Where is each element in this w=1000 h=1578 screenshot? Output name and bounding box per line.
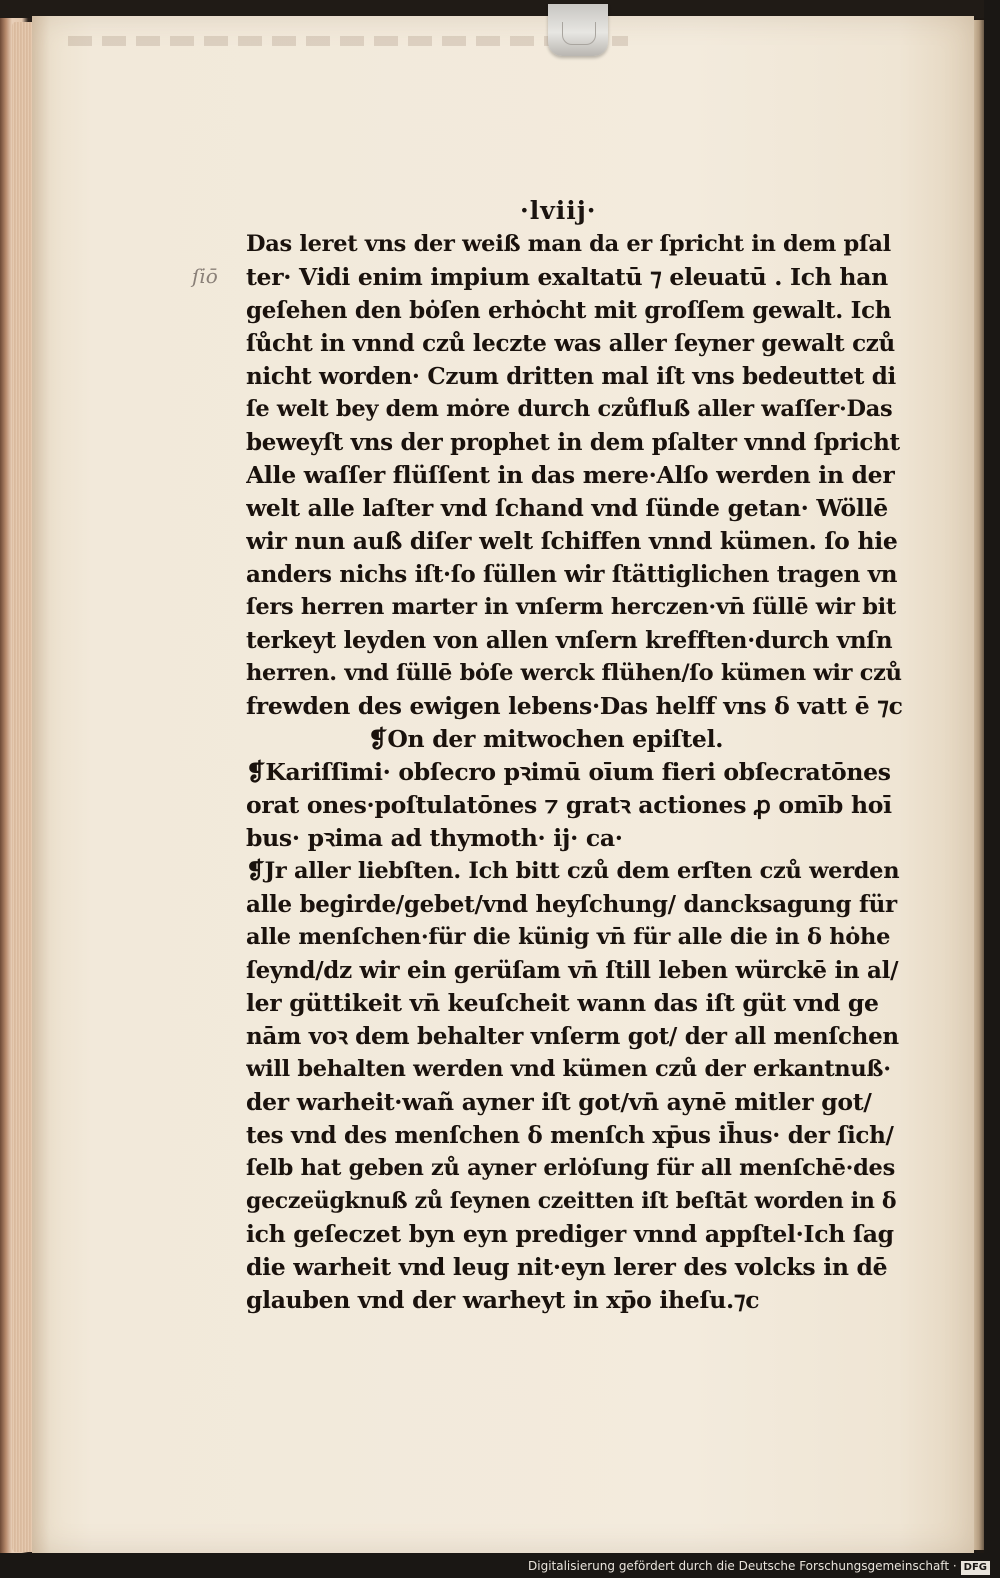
text-line: der warheit·wañ ayner iſt got/vn̄ aynē mitler got/ bbox=[246, 1088, 872, 1116]
text-line: ❡Kariſſimi· obſecro pꝛimū oīum fieri obſecratōnes bbox=[246, 758, 891, 786]
digitization-credit bbox=[528, 1557, 990, 1575]
text-line: frewden des ewigen lebens·Das helff vns ẟ vatt ē ⁊c bbox=[246, 692, 903, 720]
dfg-logo: DFG bbox=[961, 1561, 990, 1575]
text-line: ſelb hat geben zů ayner erlȯſung für all menſchē·des bbox=[246, 1155, 895, 1181]
text-line: Alle waſſer flüſſent in das mere·Alſo werden in der bbox=[246, 461, 895, 489]
margin-note: ſiō bbox=[192, 264, 218, 288]
text-line: tes vnd des menſchen ẟ menſch xp̄us ih̄us· der ſich/ bbox=[246, 1122, 894, 1149]
text-line: ſeynd/dz wir ein gerüſam vn̄ ſtill leben würckē in al/ bbox=[246, 957, 899, 984]
text-line: geczeügknuß zů ſeynen czeitten iſt beſtāt worden in ẟ bbox=[246, 1188, 897, 1214]
credit-text: Digitalisierung gefördert durch die Deutsche Forschungsgemeinschaft · bbox=[528, 1559, 957, 1573]
text-line: herren. vnd ſüllē bȯſe werck flühen/ſo kümen wir czů bbox=[246, 660, 902, 686]
text-line: alle menſchen·für die künig vn̄ für alle die in ẟ hȯhe bbox=[246, 924, 891, 950]
text-line: geſehen den bȯſen erhȯcht mit groſſem gewalt. Ich bbox=[246, 297, 892, 324]
text-line: terkeyt leyden von allen vnſern krefften·durch vnſn bbox=[246, 627, 893, 654]
text-line: beweyſt vns der prophet in dem pſalter vnnd ſpricht bbox=[246, 429, 900, 456]
text-line: ſůcht in vnnd czů leczte was aller ſeyner gewalt czů bbox=[246, 330, 895, 357]
text-line: ler güttikeit vn̄ keuſcheit wann das iſt güt vnd ge bbox=[246, 989, 879, 1017]
text-line: ſe welt bey dem mȯre durch czůfluß aller waſſer·Das bbox=[246, 396, 893, 422]
text-line: anders nichs iſt·ſo ſüllen wir ſtättiglichen tragen vn bbox=[246, 561, 898, 588]
section-heading: ❡On der mitwochen epiſtel. bbox=[368, 725, 724, 753]
page-right-edge bbox=[974, 20, 984, 1550]
text-line: wir nun auß diſer welt ſchiffen vnnd kümen. ſo hie bbox=[246, 527, 898, 555]
text-line: ❡Jr aller liebſten. Ich bitt czů dem erſten czů werden bbox=[246, 858, 900, 884]
text-line: Das leret vns der weiß man da er ſpricht in dem pſal bbox=[246, 231, 891, 257]
text-line: bus· pꝛima ad thymoth· ij· ca· bbox=[246, 824, 623, 852]
text-line: nicht worden· Czum dritten mal iſt vns bedeuttet di bbox=[246, 363, 896, 390]
text-line: glauben vnd der warheyt in xp̄o iheſu.⁊c bbox=[246, 1286, 760, 1314]
text-line: ſers herren marter in vnſerm herczen·vn̄ ſüllē wir bit bbox=[246, 594, 896, 620]
text-block bbox=[246, 228, 904, 1317]
text-line: nām voꝛ dem behalter vnſerm got/ der all menſchen bbox=[246, 1023, 899, 1050]
text-line: orat ones·poſtulatōnes ⁊ gratꝛ actiones ꝓ omīb hoī bbox=[246, 791, 892, 819]
page-edge-stack bbox=[12, 22, 32, 1552]
text-line: will behalten werden vnd kümen czů der erkantnuß· bbox=[246, 1056, 891, 1082]
text-line: ich geſeczet byn eyn prediger vnnd appſtel·Ich ſag bbox=[246, 1220, 894, 1248]
text-line: alle begirde/gebet/vnd heyſchung/ dancksagung für bbox=[246, 891, 897, 918]
scan-right-border bbox=[984, 0, 1000, 1578]
text-line: welt alle laſter vnd ſchand vnd ſünde getan· Wöllē bbox=[246, 494, 888, 522]
text-line: ter· Vidi enim impium exaltatū ⁊ eleuatū . Ich han bbox=[246, 263, 888, 291]
text-line: die warheit vnd leug nit·eyn lerer des volcks in dē bbox=[246, 1253, 888, 1281]
folio-number: ·lviij· bbox=[520, 196, 597, 225]
show-through-text bbox=[68, 36, 628, 46]
page-clip-icon bbox=[548, 4, 608, 56]
